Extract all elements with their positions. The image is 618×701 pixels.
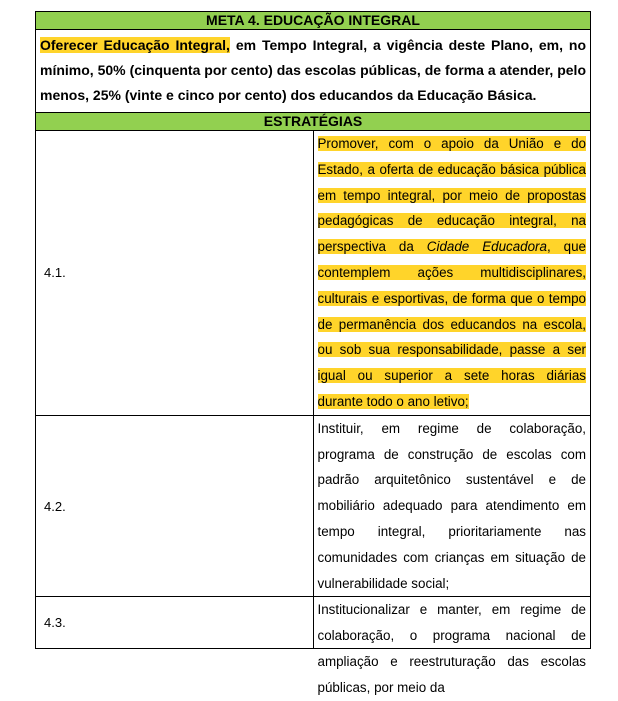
meta-description bbox=[36, 30, 591, 113]
strategy-text-before: Promover, com o apoio da União e do Estado, a oferta de educação básica pública em tempo integral, por meio de propostas pedagógicas de educação integral, na perspectiva da bbox=[317, 136, 586, 255]
strategy-text-italic: Cidade Educadora bbox=[426, 239, 547, 255]
document-page bbox=[35, 11, 591, 695]
strategy-row bbox=[36, 415, 591, 597]
strategy-text bbox=[313, 131, 591, 416]
strategy-text-after: , que contemplem ações multidisciplinares, culturais e esportivas, de forma que o tempo de permanência dos educandos na escola, ou sob sua responsabilidade, passe a ser igual ou superior a sete horas diárias durante todo o ano letivo; bbox=[317, 239, 586, 409]
meta-table bbox=[35, 11, 591, 695]
strategy-text: Institucionalizar e manter, em regime de colaboração, o programa nacional de ampliação e reestruturação das escolas públicas, por meio da bbox=[317, 602, 586, 695]
meta-title: META 4. EDUCAÇÃO INTEGRAL bbox=[36, 12, 591, 30]
meta-body-row bbox=[36, 30, 591, 113]
strategy-text-cell bbox=[313, 597, 591, 695]
meta-header-row bbox=[36, 12, 591, 30]
strategy-text: Instituir, em regime de colaboração, programa de construção de escolas com padrão arquitetônico sustentável e de mobiliário adequado para atendimento em tempo integral, prioritariamente nas comunidades com crianças em situação de vulnerabilidade social; bbox=[313, 415, 591, 597]
strategy-number: 4.2. bbox=[36, 415, 314, 597]
meta-highlighted-text: Oferecer Educação Integral, bbox=[40, 37, 230, 53]
strategy-row bbox=[36, 131, 591, 416]
strategies-header-row bbox=[36, 113, 591, 131]
strategy-row bbox=[36, 597, 591, 649]
strategies-title: ESTRATÉGIAS bbox=[36, 113, 591, 131]
meta-text-rest: em Tempo Integral, a vigência deste Plano, em, no mínimo, 50% (cinquenta por cento) das escolas públicas, de forma a atender, pelo menos, 25% (vinte e cinco por cento) dos educandos da Educação Básica. bbox=[40, 37, 587, 103]
strategy-number: 4.1. bbox=[36, 131, 314, 416]
strategy-number: 4.3. bbox=[36, 597, 314, 649]
